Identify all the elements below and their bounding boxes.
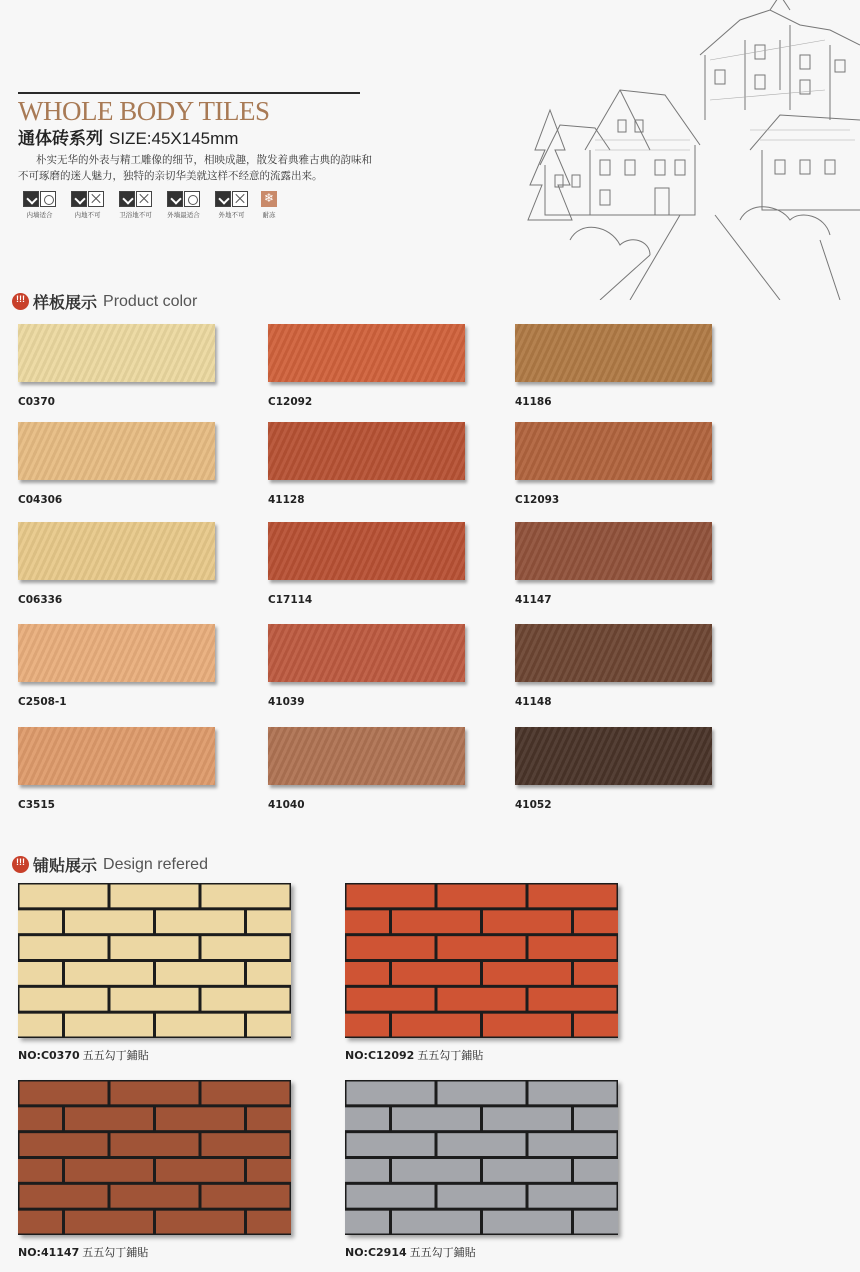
brick-tile: [347, 936, 435, 959]
usage-frost-resistant: [258, 191, 280, 219]
brick-tile: [111, 1082, 199, 1105]
design-caption: [18, 1244, 148, 1260]
brick-tile: [574, 910, 618, 933]
usage-bathroom-floor: [114, 191, 157, 219]
brick-tile: [574, 1107, 618, 1130]
brick-tile: [347, 988, 435, 1011]
brick-tile: [438, 936, 526, 959]
tile-code: C06336: [18, 594, 63, 606]
design-pattern-name: 五五勾丁鋪貼: [82, 1246, 149, 1259]
brick-tile: [156, 1014, 244, 1037]
exterior-wall-icon: [167, 191, 183, 207]
tile-swatch: [515, 727, 712, 785]
brick-tile: [345, 1014, 389, 1037]
brick-tile: [20, 885, 108, 908]
brick-tile: [392, 1107, 480, 1130]
brick-tile: [483, 910, 571, 933]
series-name: 通体砖系列: [18, 129, 103, 148]
tile-code: 41040: [268, 799, 305, 811]
tile-code: 41128: [268, 494, 305, 506]
brick-tile: [392, 1014, 480, 1037]
suitable-icon: [40, 191, 56, 207]
series-subtitle: [18, 128, 238, 150]
suitable-icon: [184, 191, 200, 207]
brick-tile: [483, 1107, 571, 1130]
brick-tile: [529, 1082, 617, 1105]
design-caption: [345, 1047, 483, 1063]
brick-tile: [345, 1211, 389, 1234]
brick-tile: [438, 1082, 526, 1105]
tile-code: C3515: [18, 799, 55, 811]
tile-swatch: [18, 727, 215, 785]
design-tile-number: NO:C0370: [18, 1049, 80, 1062]
brick-tile: [18, 1211, 62, 1234]
brick-tile: [574, 1014, 618, 1037]
section-title-en: Product color: [103, 292, 198, 310]
design-tile-number: NO:C12092: [345, 1049, 415, 1062]
design-pattern-name: 五五勾丁鋪貼: [409, 1246, 476, 1259]
exterior-floor-icon: [215, 191, 231, 207]
brick-tile: [20, 988, 108, 1011]
brick-tile: [345, 1107, 389, 1130]
tile-swatch: [268, 727, 465, 785]
tile-size: SIZE:45X145mm: [109, 129, 239, 148]
brick-tile: [202, 1082, 290, 1105]
brick-tile: [65, 1159, 153, 1182]
tile-code: C17114: [268, 594, 313, 606]
brick-tile: [20, 1133, 108, 1156]
brick-tile: [345, 910, 389, 933]
brick-tile: [347, 885, 435, 908]
brick-tile: [156, 1107, 244, 1130]
page-title: WHOLE BODY TILES: [18, 96, 270, 126]
tile-wall-preview: [18, 1080, 291, 1235]
brick-tile: [202, 1185, 290, 1208]
brick-tile: [65, 1107, 153, 1130]
brick-tile: [483, 1211, 571, 1234]
brick-tile: [18, 1107, 62, 1130]
series-description: 朴实无华的外表与精工雕像的细节，相映成趣，散发着典雅古典的韵味和不可琢磨的迷人魅力，独特的亲切华美就这样不经意的流露出来。: [18, 154, 372, 182]
not-suitable-icon: [232, 191, 248, 207]
tile-swatch: [515, 422, 712, 480]
usage-label: 内地不可: [74, 211, 101, 219]
brick-tile: [529, 1133, 617, 1156]
brick-tile: [438, 988, 526, 1011]
brick-tile: [529, 988, 617, 1011]
brick-tile: [156, 1159, 244, 1182]
brick-tile: [156, 910, 244, 933]
section-title-zh: 铺贴展示: [33, 856, 98, 875]
section-bullet-icon: [12, 856, 29, 873]
brick-tile: [202, 936, 290, 959]
tile-wall-preview: [345, 883, 618, 1038]
tile-wall-preview: [18, 883, 291, 1038]
tile-wall-preview: [345, 1080, 618, 1235]
interior-wall-icon: [23, 191, 39, 207]
tile-code: C12092: [268, 396, 313, 408]
design-tile-number: NO:C2914: [345, 1246, 407, 1259]
brick-tile: [20, 1082, 108, 1105]
brick-tile: [345, 1159, 389, 1182]
tile-code: C12093: [515, 494, 560, 506]
brick-tile: [111, 936, 199, 959]
usage-exterior-wall: [162, 191, 205, 219]
design-pattern-name: 五五勾丁鋪貼: [417, 1049, 484, 1062]
brick-tile: [18, 962, 62, 985]
tile-code: 41147: [515, 594, 552, 606]
tile-swatch: [515, 324, 712, 382]
tile-swatch: [268, 522, 465, 580]
design-tile-number: NO:41147: [18, 1246, 80, 1259]
brick-tile: [529, 1185, 617, 1208]
tile-code: 41148: [515, 696, 552, 708]
not-suitable-icon: [136, 191, 152, 207]
brick-tile: [111, 885, 199, 908]
brick-tile: [65, 910, 153, 933]
brick-tile: [111, 1185, 199, 1208]
brick-tile: [438, 885, 526, 908]
brick-tile: [111, 988, 199, 1011]
design-caption: [18, 1047, 149, 1063]
brick-tile: [65, 1014, 153, 1037]
brick-tile: [347, 1133, 435, 1156]
tile-code: C0370: [18, 396, 55, 408]
tile-swatch: [18, 624, 215, 682]
brick-tile: [18, 1014, 62, 1037]
tile-code: C2508-1: [18, 696, 67, 708]
section-title-zh: 样板展示: [33, 293, 98, 312]
brick-tile: [438, 1133, 526, 1156]
section-title-en: Design refered: [103, 855, 208, 873]
usage-interior-wall: [18, 191, 61, 219]
brick-tile: [574, 1159, 618, 1182]
usage-exterior-floor: [210, 191, 253, 219]
tile-code: 41039: [268, 696, 305, 708]
brick-tile: [347, 1082, 435, 1105]
design-pattern-name: 五五勾丁鋪貼: [82, 1049, 149, 1062]
house-sketch-illustration: [500, 0, 860, 300]
usage-label: 内墙适合: [26, 211, 53, 219]
brick-tile: [392, 1159, 480, 1182]
brick-tile: [18, 1159, 62, 1182]
tile-swatch: [18, 422, 215, 480]
design-caption: [345, 1244, 476, 1260]
tile-code: 41052: [515, 799, 552, 811]
tile-code: C04306: [18, 494, 63, 506]
brick-tile: [529, 936, 617, 959]
brick-tile: [347, 1185, 435, 1208]
brick-tile: [65, 1211, 153, 1234]
brick-tile: [18, 910, 62, 933]
tile-swatch: [268, 422, 465, 480]
title-rule: [18, 92, 360, 94]
frost-resistant-icon: [261, 191, 277, 207]
brick-tile: [65, 962, 153, 985]
brick-tile: [483, 1014, 571, 1037]
brick-tile: [20, 936, 108, 959]
not-suitable-icon: [88, 191, 104, 207]
brick-tile: [483, 1159, 571, 1182]
tile-swatch: [268, 624, 465, 682]
brick-tile: [483, 962, 571, 985]
brick-tile: [156, 962, 244, 985]
brick-tile: [247, 1107, 291, 1130]
brick-tile: [20, 1185, 108, 1208]
brick-tile: [345, 962, 389, 985]
usage-interior-floor: [66, 191, 109, 219]
brick-tile: [574, 962, 618, 985]
brick-tile: [392, 962, 480, 985]
tile-code: 41186: [515, 396, 552, 408]
brick-tile: [202, 885, 290, 908]
section-bullet-icon: [12, 293, 29, 310]
tile-swatch: [18, 324, 215, 382]
bathroom-floor-icon: [119, 191, 135, 207]
brick-tile: [392, 1211, 480, 1234]
usage-label: 耐冻: [262, 211, 276, 219]
usage-label: 卫浴地不可: [119, 211, 152, 219]
brick-tile: [156, 1211, 244, 1234]
brick-tile: [247, 962, 291, 985]
usage-icons-row: [18, 191, 280, 219]
usage-label: 外地不可: [218, 211, 245, 219]
brick-tile: [574, 1211, 618, 1234]
brick-tile: [247, 910, 291, 933]
tile-swatch: [268, 324, 465, 382]
tile-swatch: [515, 522, 712, 580]
brick-tile: [111, 1133, 199, 1156]
brick-tile: [392, 910, 480, 933]
product-color-heading: [12, 290, 197, 313]
brick-tile: [247, 1211, 291, 1234]
brick-tile: [202, 988, 290, 1011]
brick-tile: [202, 1133, 290, 1156]
interior-floor-icon: [71, 191, 87, 207]
usage-label: 外墙最适合: [167, 211, 200, 219]
tile-swatch: [515, 624, 712, 682]
brick-tile: [438, 1185, 526, 1208]
brick-tile: [247, 1159, 291, 1182]
brick-tile: [247, 1014, 291, 1037]
tile-swatch: [18, 522, 215, 580]
design-heading: [12, 853, 208, 876]
brick-tile: [529, 885, 617, 908]
